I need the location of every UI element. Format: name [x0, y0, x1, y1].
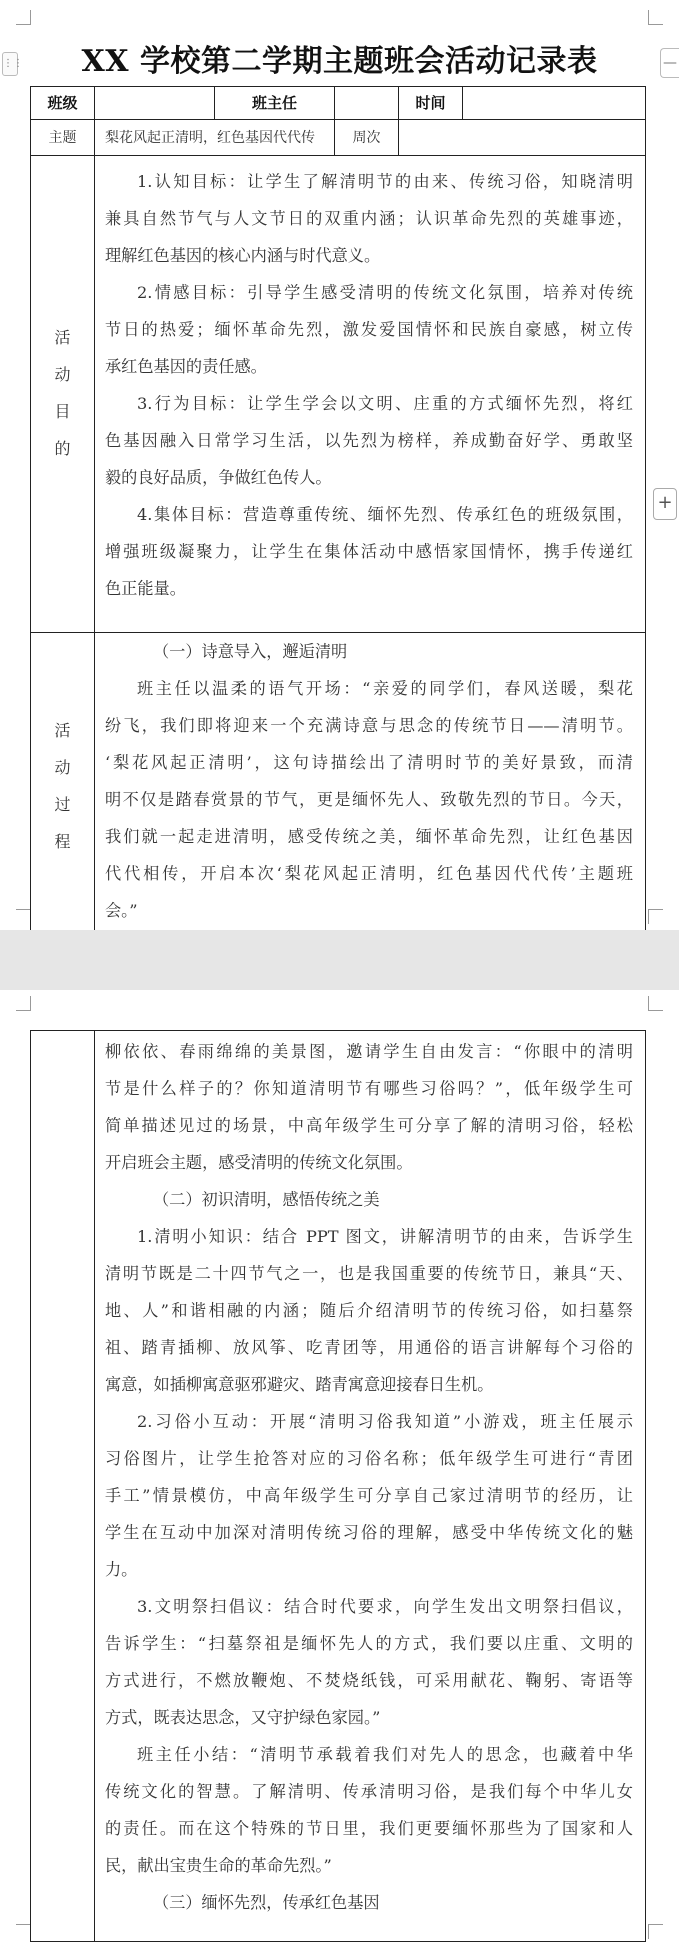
page-corner-mark: [16, 10, 31, 25]
teacher-label: 班主任: [215, 87, 335, 120]
page-corner-mark: [648, 909, 663, 924]
label-char: 过: [54, 795, 71, 814]
teacher-value-cell[interactable]: [335, 87, 399, 120]
text-line: 的责任。而在这个特殊的节日里，我们更要缅怀那些为了国家和人: [105, 1819, 633, 1838]
text-line: 1.认知目标：让学生了解清明节的由来、传统习俗，知晓清明: [137, 172, 633, 191]
page-title: XX 学校第二学期主题班会活动记录表: [81, 44, 598, 79]
class-label: 班级: [31, 87, 95, 120]
process-label: [31, 712, 94, 860]
text-line: 毅的良好品质，争做红色传人。: [105, 468, 332, 487]
text-line: （一）诗意导入，邂逅清明: [153, 642, 348, 661]
week-value-cell[interactable]: [399, 120, 645, 156]
goals-label-cell: [31, 156, 95, 633]
process-content-cell-continued[interactable]: [95, 1031, 645, 1941]
table-drag-handle-icon[interactable]: ⋮⋮: [2, 52, 18, 76]
class-value-cell[interactable]: [95, 87, 215, 120]
text-line: 寓意，如插柳寓意驱邪避灾、踏青寓意迎接春日生机。: [105, 1375, 494, 1394]
text-line: ‘梨花风起正清明’，这句诗描绘出了清明时节的美好景致，而清: [105, 753, 633, 772]
label-char: 动: [54, 365, 71, 384]
label-char: 程: [54, 832, 71, 851]
text-line: 民，献出宝贵生命的革命先烈。”: [105, 1856, 332, 1875]
text-line: 方式，既表达思念，又守护绿色家园。”: [105, 1708, 381, 1727]
label-char: 的: [54, 439, 71, 458]
text-line: 承红色基因的责任感。: [105, 357, 267, 376]
text-line: 增强班级凝聚力，让学生在集体活动中感悟家国情怀，携手传递红: [105, 542, 633, 561]
text-line: 班主任小结：“清明节承载着我们对先人的思念，也藏着中华: [137, 1745, 633, 1764]
label-char: 动: [54, 758, 71, 777]
text-line: 传统文化的智慧。了解清明、传承清明习俗，是我们每个中华儿女: [105, 1782, 633, 1801]
text-line: 柳依依、春雨绵绵的美景图，邀请学生自由发言：“你眼中的清明: [105, 1042, 633, 1061]
text-line: 开启班会主题，感受清明的传统文化氛围。: [105, 1153, 413, 1172]
text-line: 手工”情景模仿，中高年级学生可分享自己家过清明节的经历，让: [105, 1486, 633, 1505]
text-line: 清明节既是二十四节气之一，也是我国重要的传统节日，兼具“天、: [105, 1264, 633, 1283]
record-table: [30, 86, 646, 930]
text-line: 兼具自然节气与人文节日的双重内涵；认识革命先烈的英雄事迹，: [105, 209, 633, 228]
page-corner-mark: [16, 996, 31, 1011]
text-line: （二）初识清明，感悟传统之美: [153, 1190, 380, 1209]
goals-text: [105, 163, 633, 607]
text-line: 力。: [105, 1560, 138, 1579]
text-line: 理解红色基因的核心内涵与时代意义。: [105, 246, 381, 265]
process-label-cell: [31, 633, 95, 931]
text-line: 2.习俗小互动：开展“清明习俗我知道”小游戏，班主任展示: [137, 1412, 633, 1431]
page-corner-mark: [648, 10, 663, 25]
text-line: 学生在互动中加深对清明传统习俗的理解，感受中华传统文化的魅: [105, 1523, 633, 1542]
text-line: 色正能量。: [105, 579, 186, 598]
text-line: 代代相传，开启本次‘梨花风起正清明，红色基因代代传’主题班: [105, 864, 633, 883]
text-line: 地、人”和谐相融的内涵；随后介绍清明节的传统习俗，如扫墓祭: [105, 1301, 633, 1320]
text-line: 3.行为目标：让学生学会以文明、庄重的方式缅怀先烈，将红: [137, 394, 633, 413]
text-line: 纷飞，我们即将迎来一个充满诗意与思念的传统节日——清明节。: [105, 716, 633, 735]
text-line: 简单描述见过的场景，中高年级学生可分享了解的清明习俗，轻松: [105, 1116, 633, 1135]
theme-value[interactable]: 梨花风起正清明，红色基因代代传: [95, 120, 335, 156]
text-line: 明不仅是踏春赏景的节气，更是缅怀先人、致敬先烈的节日。今天，: [105, 790, 633, 809]
goals-content-cell[interactable]: [95, 156, 645, 633]
page-corner-mark: [16, 1924, 31, 1939]
week-label: 周次: [335, 120, 399, 156]
text-line: 方式进行，不燃放鞭炮、不焚烧纸钱，可采用献花、鞠躬、寄语等: [105, 1671, 633, 1690]
text-line: 1.清明小知识：结合 PPT 图文，讲解清明节的由来，告诉学生: [137, 1227, 633, 1246]
text-line: 节日的热爱；缅怀革命先烈，激发爱国情怀和民族自豪感，树立传: [105, 320, 633, 339]
text-line: 节是什么样子的？你知道清明节有哪些习俗吗？”，低年级学生可: [105, 1079, 633, 1098]
text-line: 会。”: [105, 901, 138, 920]
process-text-page2: [105, 1033, 633, 1921]
record-table-continued: [30, 1030, 646, 1942]
process-label-cell-continued: [31, 1031, 95, 1941]
text-line: 3.文明祭扫倡议：结合时代要求，向学生发出文明祭扫倡议，: [137, 1597, 633, 1616]
document-page-2: [0, 990, 679, 1945]
text-line: （三）缅怀先烈，传承红色基因: [153, 1893, 380, 1912]
label-char: 活: [54, 721, 71, 740]
text-line: 祖、踏青插柳、放风筝、吃青团等，用通俗的语言讲解每个习俗的: [105, 1338, 633, 1357]
text-line: 告诉学生：“扫墓祭祖是缅怀先人的方式，我们要以庄重、文明的: [105, 1634, 633, 1653]
process-content-cell[interactable]: [95, 633, 645, 931]
label-char: 活: [54, 328, 71, 347]
process-text-page1: [105, 633, 633, 966]
text-line: 4.集体目标：营造尊重传统、缅怀先烈、传承红色的班级氛围，: [137, 505, 633, 524]
time-label: 时间: [399, 87, 463, 120]
goals-label: [31, 319, 94, 467]
add-row-plus-icon[interactable]: +: [653, 488, 677, 520]
time-value-cell[interactable]: [463, 87, 645, 120]
page-corner-mark: [648, 1924, 663, 1939]
text-line: 我们就一起走进清明，感受传统之美，缅怀革命先烈，让红色基因: [105, 827, 633, 846]
page-break-gap: [0, 930, 679, 990]
document-page-1: [0, 0, 679, 930]
text-line: 2.情感目标：引导学生感受清明的传统文化氛围，培养对传统: [137, 283, 633, 302]
label-char: 目: [54, 402, 71, 421]
theme-label: 主题: [31, 120, 95, 156]
text-line: 习俗图片，让学生抢答对应的习俗名称；低年级学生可进行“青团: [105, 1449, 633, 1468]
side-panel-tab-icon[interactable]: —: [660, 48, 679, 78]
text-line: 色基因融入日常学习生活，以先烈为榜样，养成勤奋好学、勇敢坚: [105, 431, 633, 450]
text-line: 班主任以温柔的语气开场：“亲爱的同学们，春风送暖，梨花: [137, 679, 633, 698]
page-corner-mark: [16, 909, 31, 924]
page-corner-mark: [648, 996, 663, 1011]
